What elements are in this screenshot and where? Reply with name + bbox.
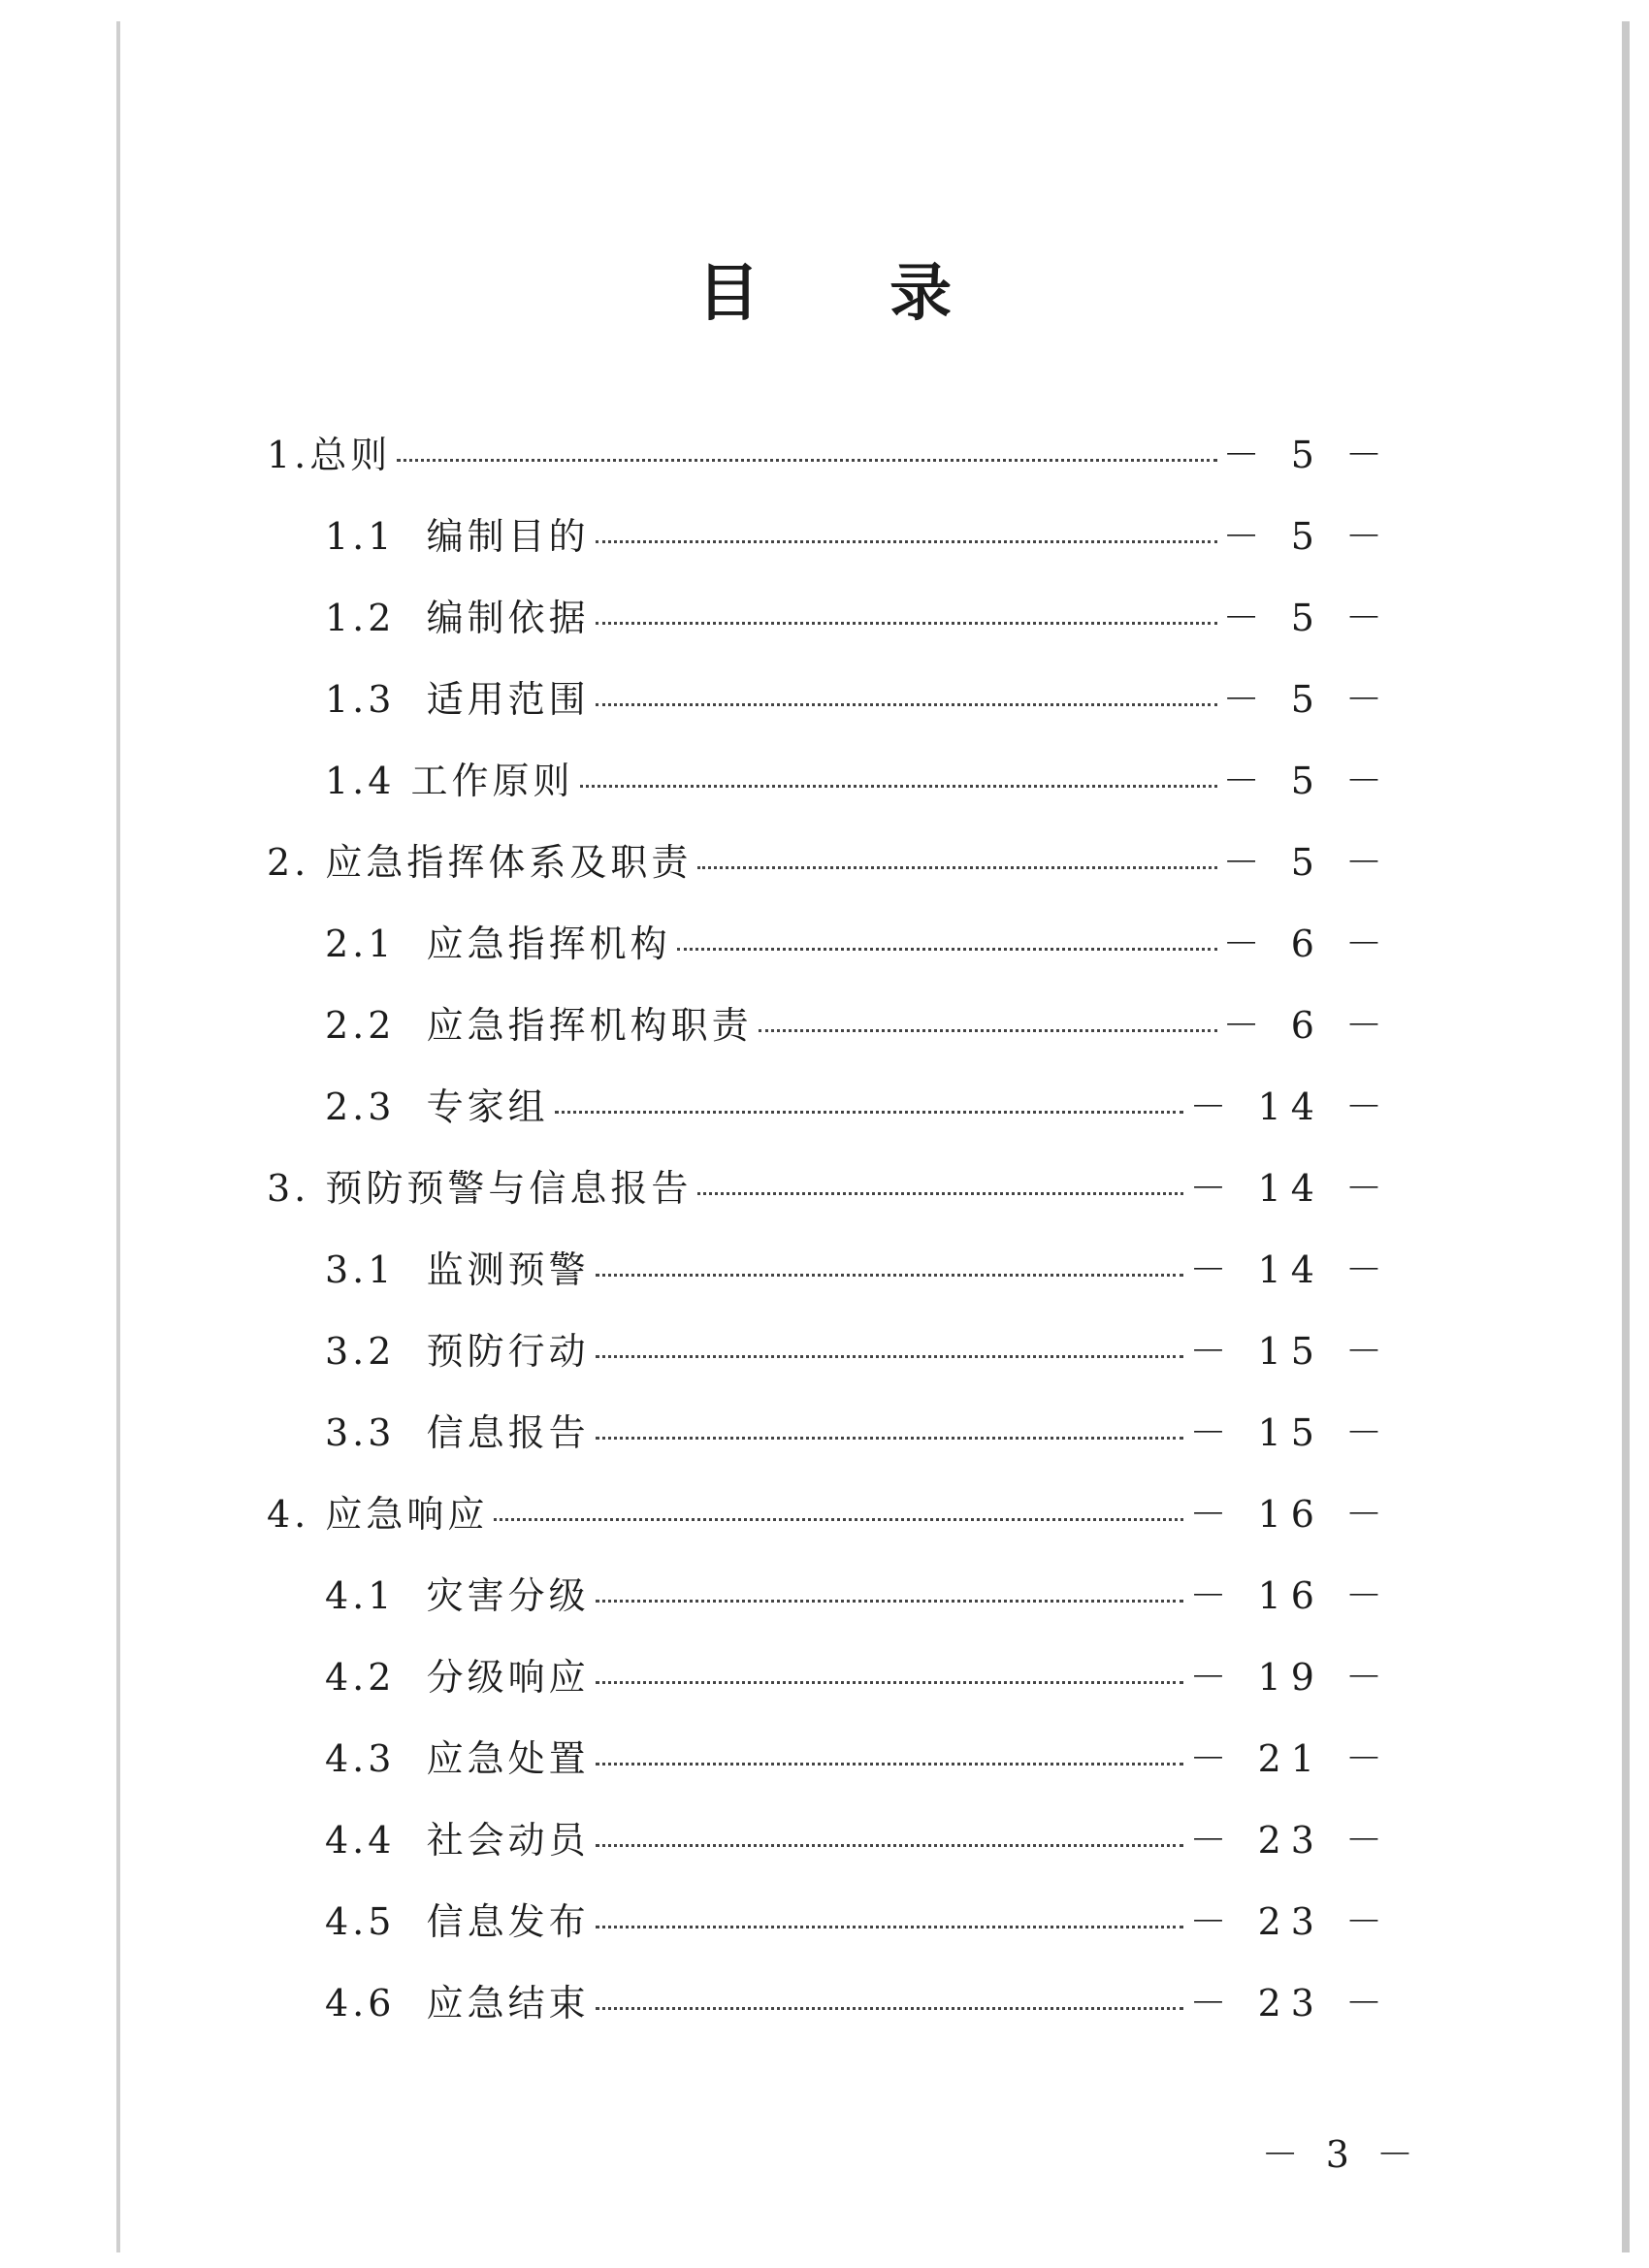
binding-edge-right [1622, 21, 1630, 2252]
toc-dot-leader [677, 948, 1217, 951]
toc-entry-label: 1.2 编制依据 [325, 597, 590, 639]
toc-entry-page: － 6 － [1222, 1004, 1392, 1047]
toc-entry[interactable] [267, 1158, 1392, 1240]
toc-entry-label: 2. 应急指挥体系及职责 [267, 841, 693, 884]
toc-entry[interactable] [267, 1321, 1392, 1403]
toc-entry-page: － 15 － [1189, 1411, 1392, 1454]
toc-dot-leader [596, 1844, 1184, 1847]
toc-entry-page: － 16 － [1189, 1493, 1392, 1536]
toc-entry-label: 4. 应急响应 [267, 1493, 489, 1536]
toc-dot-leader [596, 1763, 1184, 1766]
toc-entry-label: 4.2 分级响应 [325, 1656, 590, 1699]
page-number: － 3 － [1261, 2133, 1421, 2176]
toc-entry-page: － 16 － [1189, 1574, 1392, 1617]
toc-entry-label: 4.6 应急结束 [325, 1982, 590, 2025]
toc-entry-page: － 23 － [1189, 1900, 1392, 1943]
toc-entry[interactable] [267, 425, 1392, 506]
toc-entry-page: － 14 － [1189, 1085, 1392, 1128]
toc-entry[interactable] [267, 1892, 1392, 1973]
toc-entry-page: － 5 － [1222, 434, 1392, 476]
toc-entry-label: 3.2 预防行动 [325, 1330, 590, 1373]
toc-entry-page: － 5 － [1222, 597, 1392, 639]
toc-dot-leader [596, 1355, 1184, 1358]
toc-dot-leader [596, 703, 1217, 706]
toc-dot-leader [596, 540, 1217, 543]
toc-entry[interactable] [267, 832, 1392, 914]
toc-dot-leader [596, 1681, 1184, 1684]
toc-entry-label: 1.总则 [267, 434, 392, 476]
toc-entry-label: 3.1 监测预警 [325, 1248, 590, 1291]
toc-entry-label: 4.5 信息发布 [325, 1900, 590, 1943]
toc-dot-leader [596, 1600, 1184, 1603]
toc-dot-leader [494, 1518, 1183, 1521]
toc-dot-leader [555, 1111, 1184, 1114]
toc-entry-page: － 5 － [1222, 678, 1392, 721]
toc-dot-leader [759, 1029, 1217, 1032]
toc-dot-leader [697, 866, 1216, 869]
toc-entry-page: － 6 － [1222, 923, 1392, 965]
toc-entry-label: 2.2 应急指挥机构职责 [325, 1004, 753, 1047]
toc-entry[interactable] [267, 1810, 1392, 1892]
toc-entry-page: － 15 － [1189, 1330, 1392, 1373]
toc-dot-leader [596, 622, 1217, 625]
toc-entry[interactable] [267, 751, 1392, 832]
toc-entry[interactable] [267, 506, 1392, 588]
binding-edge-left [116, 21, 120, 2252]
toc-entry[interactable] [267, 669, 1392, 751]
toc-entry[interactable] [267, 1729, 1392, 1810]
toc-entry-page: － 21 － [1189, 1737, 1392, 1780]
toc-entry[interactable] [267, 1973, 1392, 2055]
toc-entry[interactable] [267, 1240, 1392, 1321]
toc-entry[interactable] [267, 588, 1392, 669]
toc-entry-page: － 5 － [1222, 841, 1392, 884]
toc-entry-label: 1.4 工作原则 [325, 760, 574, 802]
toc-entry-label: 3.3 信息报告 [325, 1411, 590, 1454]
toc-entry-page: － 14 － [1189, 1248, 1392, 1291]
toc-entry-label: 2.3 专家组 [325, 1085, 549, 1128]
toc-dot-leader [596, 1926, 1184, 1928]
table-of-contents [267, 425, 1392, 2055]
toc-entry-label: 1.1 编制目的 [325, 515, 590, 558]
toc-entry[interactable] [267, 1566, 1392, 1647]
toc-entry-label: 3. 预防预警与信息报告 [267, 1167, 693, 1210]
toc-entry[interactable] [267, 1403, 1392, 1484]
toc-entry-page: － 19 － [1189, 1656, 1392, 1699]
toc-entry-label: 1.3 适用范围 [325, 678, 590, 721]
toc-entry[interactable] [267, 995, 1392, 1077]
toc-dot-leader [397, 459, 1216, 462]
toc-dot-leader [596, 1437, 1184, 1440]
page-title: 目 录 [696, 256, 1007, 330]
toc-entry-page: － 5 － [1222, 760, 1392, 802]
toc-entry[interactable] [267, 1647, 1392, 1729]
toc-dot-leader [596, 1274, 1184, 1277]
toc-entry-page: － 23 － [1189, 1819, 1392, 1862]
toc-entry-label: 4.1 灾害分级 [325, 1574, 590, 1617]
toc-entry-page: － 14 － [1189, 1167, 1392, 1210]
toc-entry[interactable] [267, 1077, 1392, 1158]
toc-dot-leader [596, 2007, 1184, 2010]
toc-entry[interactable] [267, 914, 1392, 995]
toc-entry-page: － 5 － [1222, 515, 1392, 558]
toc-entry-label: 2.1 应急指挥机构 [325, 923, 671, 965]
toc-dot-leader [697, 1192, 1183, 1195]
toc-entry-label: 4.3 应急处置 [325, 1737, 590, 1780]
toc-dot-leader [580, 785, 1217, 788]
toc-entry-page: － 23 － [1189, 1982, 1392, 2025]
toc-entry-label: 4.4 社会动员 [325, 1819, 590, 1862]
toc-entry[interactable] [267, 1484, 1392, 1566]
